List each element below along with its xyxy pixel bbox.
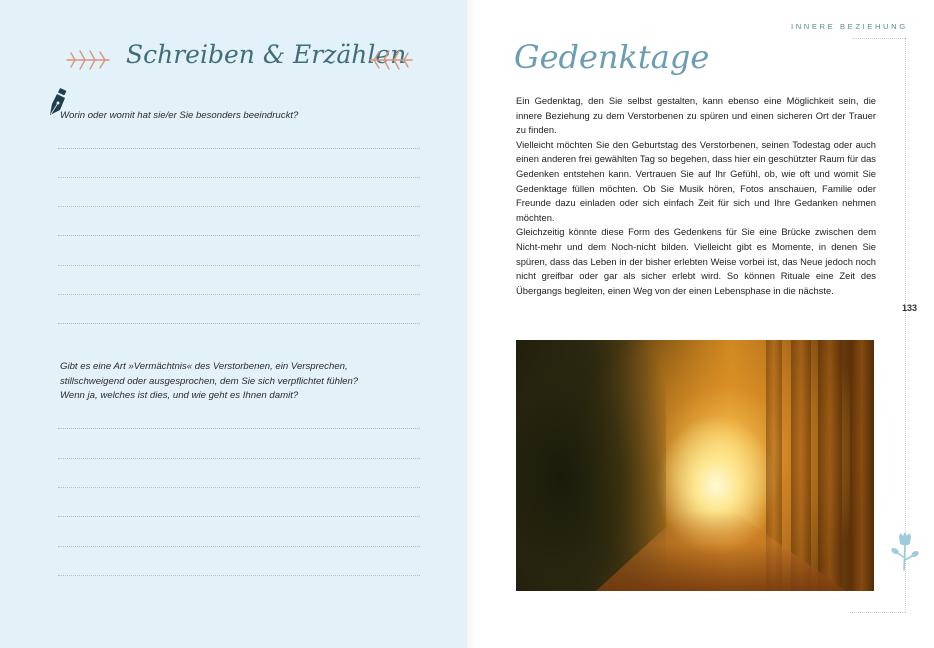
- answer-line[interactable]: [58, 206, 420, 207]
- frame-divider: [850, 612, 905, 613]
- question-2-line: Wenn ja, welches ist dies, und wie geht es Ihnen damit?: [60, 390, 299, 401]
- question-2: [60, 360, 440, 404]
- photo-tree: [791, 340, 811, 591]
- frame-divider: [852, 38, 905, 39]
- page-title: Gedenktage: [514, 38, 710, 76]
- paragraph: Ein Gedenktag, den Sie selbst gestalten, kann ebenso eine Möglichkeit sein, die innere Beziehung zu dem Verstorbenen zu spüren und einen sicheren Ort der Trauer zu finden.: [516, 95, 876, 136]
- answer-line[interactable]: [58, 487, 420, 488]
- laurel-branch-icon: [65, 47, 113, 73]
- flower-sprig-icon: [889, 530, 921, 574]
- answer-line[interactable]: [58, 575, 420, 576]
- answer-line[interactable]: [58, 458, 420, 459]
- paragraph: Gleichzeitig könnte diese Form des Gedenkens für Sie eine Brücke zwischen dem Nicht-mehr und dem Noch-nicht bilden. Vielleicht gibt es Momente, in denen Sie spüren, dass das Leben in der bisher erlebten Weise vorbei ist, das Neue jedoch noch nicht greifbar oder gar als sicher erlebt wird. So können Rituale eine Zeit des Übergangs begleiten, einen Weg von der einen Lebensphase in die nächste.: [516, 226, 876, 296]
- page-number: 133: [902, 303, 918, 313]
- laurel-branch-icon: [366, 47, 414, 73]
- forest-path-photo: [516, 340, 874, 591]
- photo-tree: [818, 340, 842, 591]
- paragraph: Vielleicht möchten Sie den Geburtstag des Verstorbenen, seinen Todestag oder auch einen anderen frei gewählten Tag so begehen, dass hier ein geschützter Raum für das Gedenken entstehen kann. Vertrauen Sie auf Ihr Gefühl, ob, wie oft und womit Sie Gedenktage füllen möchten. Ob Sie Musik hören, Fotos anschauen, Familie oder Freunde dazu einladen oder sich einfach Zeit für sich und Ihre Gedanken nehmen möchten.: [516, 138, 876, 223]
- photo-tree: [850, 340, 874, 591]
- answer-line[interactable]: [58, 148, 420, 149]
- answer-line[interactable]: [58, 516, 420, 517]
- answer-line[interactable]: [58, 546, 420, 547]
- question-1: Worin oder womit hat sie/er Sie besonders beeindruckt?: [60, 110, 299, 121]
- answer-line[interactable]: [58, 323, 420, 324]
- question-2-line: Gibt es eine Art »Vermächtnis« des Verstorbenen, ein Versprechen,: [60, 361, 348, 372]
- book-spine-shadow: [467, 0, 477, 648]
- section-title: Schreiben & Erzählen: [126, 40, 407, 69]
- answer-line[interactable]: [58, 294, 420, 295]
- frame-divider: [905, 38, 906, 612]
- question-2-line: stillschweigend oder ausgesprochen, dem Sie sich verpflichtet fühlen?: [60, 375, 359, 387]
- answer-line[interactable]: [58, 235, 420, 236]
- answer-line[interactable]: [58, 428, 420, 429]
- answer-line[interactable]: [58, 265, 420, 266]
- answer-line[interactable]: [58, 177, 420, 178]
- body-text: [516, 94, 876, 298]
- running-head: INNERE BEZIEHUNG: [791, 22, 908, 31]
